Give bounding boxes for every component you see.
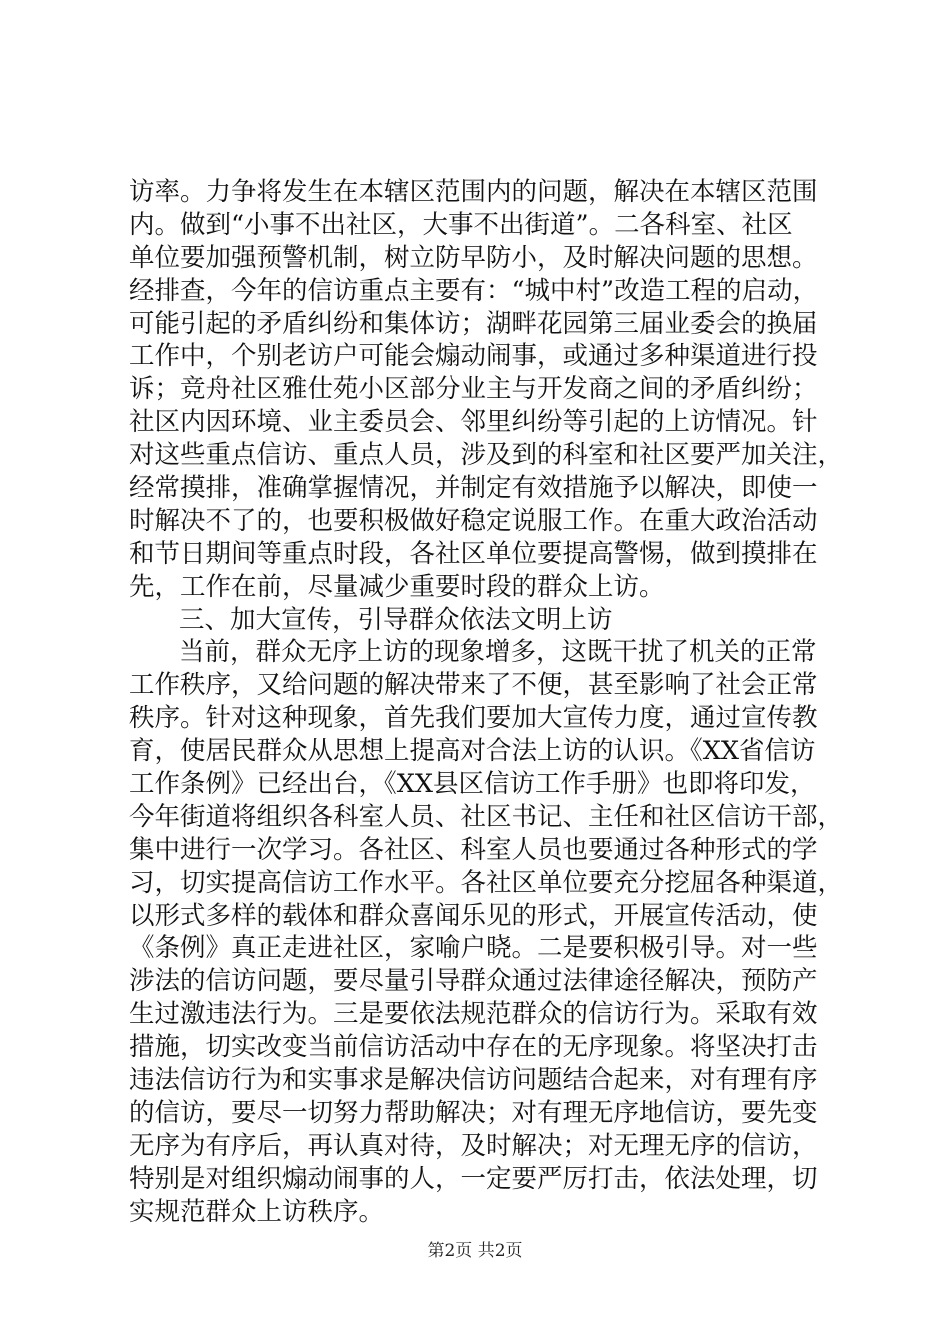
text-line: 违法信访行为和实事求是解决信访问题结合起来，对有理有序 bbox=[129, 1065, 818, 1096]
text-line: 对这些重点信访、重点人员，涉及到的科室和社区要严加关注， bbox=[129, 440, 844, 471]
text-line: 秩序。针对这种现象，首先我们要加大宣传力度，通过宣传教 bbox=[129, 703, 818, 734]
text-line: 《条例》真正走进社区，家喻户晓。二是要积极引导。对一些 bbox=[129, 933, 818, 964]
text-line: 以形式多样的载体和群众喜闻乐见的形式，开展宣传活动，使 bbox=[129, 900, 818, 931]
text-line: 可能引起的矛盾纠纷和集体访；湖畔花园第三届业委会的换届 bbox=[129, 308, 818, 339]
text-line: 无序为有序后，再认真对待，及时解决；对无理无序的信访， bbox=[129, 1130, 818, 1161]
text-line: 先，工作在前，尽量减少重要时段的群众上访。 bbox=[129, 571, 665, 602]
text-line: 工作条例》已经出台，《XX县区信访工作手册》也即将印发， bbox=[129, 769, 816, 800]
text-line: 单位要加强预警机制，树立防早防小，及时解决问题的思想。 bbox=[129, 242, 818, 273]
text-line: 经排查，今年的信访重点主要有：“城中村”改造工程的启动， bbox=[129, 275, 819, 306]
text-line: 访率。力争将发生在本辖区范围内的问题，解决在本辖区范围 bbox=[129, 177, 818, 207]
text-line: 生过激违法行为。三是要依法规范群众的信访行为。采取有效 bbox=[129, 999, 818, 1030]
paragraph-first-line: 当前，群众无序上访的现象增多，这既干扰了机关的正常 bbox=[179, 637, 817, 668]
text-line: 实规范群众上访秩序。 bbox=[129, 1196, 385, 1227]
text-line: 经常摸排，准确掌握情况，并制定有效措施予以解决，即使一 bbox=[129, 473, 818, 504]
text-line: 措施，切实改变当前信访活动中存在的无序现象。将坚决打击 bbox=[129, 1032, 818, 1063]
text-line: 工作秩序，又给问题的解决带来了不便，甚至影响了社会正常 bbox=[129, 670, 818, 701]
text-line: 今年街道将组织各科室人员、社区书记、主任和社区信访干部， bbox=[129, 801, 844, 832]
text-line: 育，使居民群众从思想上提高对合法上访的认识。《XX省信访 bbox=[129, 736, 816, 767]
section-heading: 三、加大宣传，引导群众依法文明上访 bbox=[179, 604, 613, 635]
text-line: 集中进行一次学习。各社区、科室人员也要通过各种形式的学 bbox=[129, 834, 818, 865]
text-line: 工作中，个别老访户可能会煽动闹事，或通过多种渠道进行投 bbox=[129, 341, 818, 372]
text-line: 涉法的信访问题，要尽量引导群众通过法律途径解决，预防产 bbox=[129, 966, 818, 997]
text-line: 时解决不了的，也要积极做好稳定说服工作。在重大政治活动 bbox=[129, 505, 818, 536]
text-line: 特别是对组织煽动闹事的人，一定要严厉打击，依法处理，切 bbox=[129, 1163, 818, 1194]
document-body bbox=[129, 176, 844, 1229]
page-number-footer: 第2页 共2页 bbox=[427, 1241, 523, 1261]
text-line: 和节日期间等重点时段，各社区单位要提高警惕，做到摸排在 bbox=[129, 538, 818, 569]
text-line: 的信访，要尽一切努力帮助解决；对有理无序地信访，要先变 bbox=[129, 1097, 818, 1128]
text-line: 诉；竞舟社区雅仕苑小区部分业主与开发商之间的矛盾纠纷； bbox=[129, 374, 818, 405]
text-line: 习，切实提高信访工作水平。各社区单位要充分挖屈各种渠道， bbox=[129, 867, 844, 898]
text-line: 内。做到“小事不出社区，大事不出街道”。二各科室、社区 bbox=[129, 209, 793, 240]
text-line: 社区内因环境、业主委员会、邻里纠纷等引起的上访情况。针 bbox=[129, 407, 818, 438]
